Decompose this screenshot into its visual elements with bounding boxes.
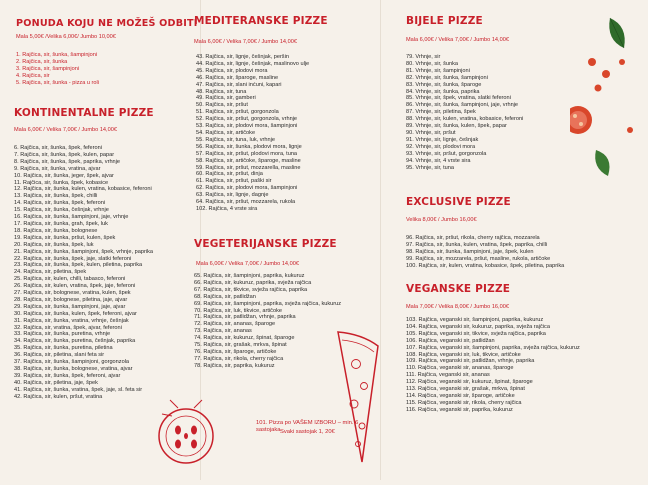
list-item: 97. Rajčica, sir, šunka, kulen, vratina, špek, paprika, chilli [406, 241, 548, 248]
mediteranske-price: Mala 6,00€ / Velika 7,00€ / Jumbo 14,00€ [194, 39, 297, 45]
list-item: 61. Rajčica, sir, pršut, paški sir [196, 178, 272, 185]
list-item: 48. Rajčica, sir, tuna [196, 88, 247, 95]
list-item: 88. Vrhnje, sir, kulen, vratina, kobasice, feferoni [406, 116, 524, 123]
list-item: 112. Rajčica, veganski sir, kukuruz, špinat, šparoge [406, 379, 533, 386]
list-item: 76. Rajčica, sir, šparoge, artičoke [194, 348, 277, 355]
list-item: 85. Vrhnje, sir, špek, vratina, slatki feferoni [406, 95, 511, 102]
vegetarijanske-title: VEGETERIJANSKE PIZZE [194, 238, 337, 250]
list-item: 34. Rajčica, sir, šunka, puretina, češnjak, paprika [14, 338, 136, 345]
pizza-slice-icon [332, 328, 380, 466]
list-item: 18. Rajčica, sir, šunka, bolognese [14, 227, 98, 234]
list-item: 64. Rajčica, sir, pršut, mozzarela, rukola [196, 199, 296, 206]
vegetarijanske-price: Mala 6,00€ / Velika 7,00€ / Jumbo 14,00€ [196, 261, 299, 267]
list-item: 86. Vrhnje, sir, šunka, šampinjoni, jaje, vrhnje [406, 102, 519, 109]
veganske-list [406, 317, 580, 414]
list-item: 75. Rajčica, sir, grašak, mrkva, špinat [194, 342, 287, 349]
list-item: 66. Rajčica, sir, kukuruz, paprika, svježa rajčica [194, 279, 312, 286]
list-item: 51. Rajčica, sir, pršut, gorgonzola [196, 109, 279, 116]
list-item: 41. Rajčica, sir, šunka, vratina, špek, jaje, sl. feta sir [14, 386, 143, 393]
list-item: 81. Vrhnje, sir, šampinjoni [406, 67, 470, 74]
list-item: 73. Rajčica, sir, ananas [194, 328, 252, 335]
list-item: 109. Rajčica, veganski sir, patlidžan, vrhnje, paprika [406, 358, 535, 365]
list-item: 98. Rajčica, sir, šunka, šampinjoni, jaje, špek, kulen [406, 248, 534, 255]
custom-pizza-note: 101. Pizza po VAŠEM IZBORU – min. 6 sastojaka [256, 420, 359, 433]
list-item: 60. Rajčica, sir, pršut, dinja [196, 171, 263, 178]
list-item: 57. Rajčica, sir, pršut, plodovi mora, tuna [196, 150, 298, 157]
list-item: 31. Rajčica, sir, šunka, vratina, vrhnje, češnjak [14, 317, 129, 324]
list-item: 95. Vrhnje, sir, tuna [406, 164, 454, 171]
list-item: 53. Rajčica, sir, plodovi mora, šampinjoni [196, 123, 298, 130]
veganske-title: VEGANSKE PIZZE [406, 283, 511, 295]
list-item: 99. Rajčica, sir, mozzarela, pršut, masline, rukola, artičoke [406, 255, 551, 262]
list-item: 29. Rajčica, sir, šunka, šampinjoni, jaje, ajvar [14, 303, 126, 310]
list-item: 59. Rajčica, sir, pršut, mozzarella, masline [196, 164, 301, 171]
list-item: 65. Rajčica, sir, šampinjoni, paprika, kukuruz [194, 273, 305, 279]
exclusive-list [406, 235, 564, 270]
list-item: 16. Rajčica, sir, šunka, šampinjoni, jaje, vrhnje [14, 214, 129, 221]
bijele-price: Mala 6,00€ / Velika 7,00€ / Jumbo 14,00€ [406, 37, 509, 43]
list-item: 103. Rajčica, veganski sir, šampinjoni, paprika, kukuruz [406, 317, 544, 323]
bijele-title: BIJELE PIZZE [406, 15, 483, 27]
list-item: 93. Vrhnje, sir, pršut, gorgonzola [406, 150, 487, 157]
list-item: 46. Rajčica, sir, šparoge, masline [196, 74, 279, 81]
list-item: 70. Rajčica, sir, luk, tikvice, artičoke [194, 307, 282, 314]
list-item: 9. Rajčica, sir, šunka, vratina, ajvar [14, 165, 101, 172]
list-item: 22. Rajčica, sir, šunka, špek, jaje, slatki feferoni [14, 255, 132, 262]
list-item: 111. Rajčica, veganski sir, ananas [406, 372, 490, 379]
list-item: 45. Rajčica, sir, plodovi mora [196, 67, 268, 74]
list-item: 49. Rajčica, sir, gamberi [196, 95, 256, 102]
veganske-price: Mala 7,00€ / Velika 8,00€ / Jumbo 16,00€ [406, 304, 509, 310]
list-item: 102. Rajčica, 4 vrste sira [196, 205, 258, 212]
list-item: 77. Rajčica, sir, rikola, cherry rajčica [194, 355, 284, 362]
list-item: 50. Rajčica, sir, pršut [196, 102, 248, 109]
list-item: 100. Rajčica, sir, kulen, vratina, kobasice, špek, piletina, paprika [406, 262, 565, 269]
list-item: 106. Rajčica, veganski sir, patlidžan [406, 337, 495, 344]
list-item: 90. Vrhnje, sir, pršut [406, 129, 456, 136]
list-item: 20. Rajčica, sir, šunka, špek, luk [14, 241, 94, 248]
list-item: 14. Rajčica, sir, šunka, špek, feferoni [14, 200, 106, 207]
list-item: 25. Rajčica, sir, kulen, chilli, tabasco, feferoni [14, 276, 126, 283]
list-item: 58. Rajčica, sir, artičoke, šparoge, masline [196, 157, 301, 164]
list-item: 83. Vrhnje, sir, šunka, šparoge [406, 81, 482, 88]
list-item: 78. Rajčica, sir, paprika, kukuruz [194, 362, 275, 369]
list-item: 54. Rajčica, sir, artičoke [196, 129, 256, 136]
list-item: 36. Rajčica, sir, piletina, slani feta sir [14, 352, 105, 359]
list-item: 5. Rajčica, sir, šunka - pizza u roli [16, 79, 100, 86]
list-item: 67. Rajčica, sir, tikvice, svježa rajčica, paprika [194, 286, 308, 293]
list-item: 69. Rajčica, sir, šampinjoni, paprika, svježa rajčica, kukuruz [194, 300, 342, 307]
list-item: 115. Rajčica, veganski sir, rikola, cherry rajčica [406, 399, 522, 406]
list-item: 113. Rajčica, veganski sir, grašak, mrkva, špinat [406, 386, 525, 393]
list-item: 3. Rajčica, sir, šampinjoni [16, 65, 80, 72]
list-item: 116. Rajčica, veganski sir, paprika, kukuruz [406, 406, 513, 413]
list-item: 17. Rajčica, sir, šunka, grah, špek, luk [14, 220, 108, 227]
list-item: 19. Rajčica, sir, šunka, pršut, kulen, špek [14, 234, 116, 241]
list-item: 1. Rajčica, sir, šunka, šampinjoni [16, 52, 98, 58]
list-item: 24. Rajčica, sir, piletina, špek [14, 269, 87, 276]
list-item: 96. Rajčica, sir, pršut, rikola, cherry rajčica, mozzarela [406, 235, 540, 241]
kontinentalne-list [14, 145, 153, 401]
list-item: 21. Rajčica, sir, šunka, šampinjoni, špek, vrhnje, paprika [14, 248, 153, 255]
list-item: 10. Rajčica, sir, šunka, jeger, špek, ajvar [14, 172, 114, 179]
list-item: 79. Vrhnje, sir [406, 54, 441, 60]
column-right [380, 0, 580, 480]
list-item: 39. Rajčica, sir, šunka, špek, feferoni, ajvar [14, 372, 121, 379]
basil-leaf-icon [609, 18, 624, 48]
list-item: 7. Rajčica, sir, šunka, špek, kulen, papar [14, 151, 115, 158]
list-item: 63. Rajčica, sir, lignje, dagnje [196, 192, 269, 199]
list-item: 108. Rajčica, veganski sir, luk, tikvice, artičoke [406, 351, 521, 358]
list-item: 74. Rajčica, sir, kukuruz, špinat, šparoge [194, 335, 295, 342]
list-item: 91. Vrhnje, sir, lignje, češnjak [406, 136, 479, 143]
list-item: 68. Rajčica, sir, patlidžan [194, 293, 256, 300]
list-item: 30. Rajčica, sir, šunka, kulen, špek, feferoni, ajvar [14, 310, 137, 317]
list-item: 15. Rajčica, sir, šunka, češnjak, vrhnje [14, 207, 109, 214]
tomato-icon [148, 386, 222, 470]
list-item: 8. Rajčica, sir, šunka, špek, paprika, vrhnje [14, 158, 121, 165]
list-item: 44. Rajčica, sir, lignje, češnjak, maslinovo ulje [196, 60, 310, 67]
list-item: 33. Rajčica, sir, šunka, puretina, vrhnje [14, 331, 111, 338]
list-item: 27. Rajčica, sir, bolognese, vratina, kulen, špek [14, 290, 131, 297]
list-item: 43. Rajčica, sir, lignje, češnjak, peršin [196, 54, 289, 60]
list-item: 94. Vrhnje, sir, 4 vrste sira [406, 157, 471, 164]
tomato-icon [570, 106, 592, 134]
decoration-panel [570, 0, 648, 480]
kontinentalne-title: KONTINENTALNE PIZZE [14, 107, 154, 119]
list-item: 110. Rajčica, veganski sir, ananas, šparoge [406, 365, 514, 372]
list-item: 80. Vrhnje, sir, šunka [406, 60, 459, 67]
list-item: 37. Rajčica, sir, šunka, šampinjoni, gorgonzola [14, 359, 130, 366]
list-item: 47. Rajčica, sir, slani inćuni, kapari [196, 81, 282, 88]
exclusive-price: Velika 8,00€ / Jumbo 16,00€ [406, 217, 477, 223]
list-item: 56. Rajčica, sir, šunka, plodovi mora, lignje [196, 143, 302, 150]
list-item: 32. Rajčica, sir, vratina, špek, ajvar, feferoni [14, 324, 122, 331]
ponuda-title: PONUDA KOJU NE MOŽEŠ ODBITI [16, 18, 198, 29]
list-item: 71. Rajčica, sir, patlidžan, vrhnje, paprika [194, 314, 296, 321]
list-item: 62. Rajčica, sir, plodovi mora, šampinjoni [196, 185, 298, 192]
list-item: 35. Rajčica, sir, šunka, puretina, piletina [14, 345, 113, 352]
list-item: 42. Rajčica, sir, kulen, pršut, vratina [14, 393, 103, 400]
mediteranske-title: MEDITERANSKE PIZZE [194, 15, 328, 27]
list-item: 84. Vrhnje, sir, šunka, paprika [406, 88, 480, 95]
list-item: 89. Vrhnje, sir, šunka, kulen, špek, papar [406, 123, 507, 130]
exclusive-title: EXCLUSIVE PIZZE [406, 196, 511, 208]
ingredient-price-note: Svaki sastojak 1, 20€ [280, 429, 335, 435]
list-item: 12. Rajčica, sir, šunka, kulen, vratina, kobasice, feferoni [14, 186, 152, 193]
list-item: 38. Rajčica, sir, šunka, bolognese, vratina, ajvar [14, 366, 133, 372]
kontinentalne-price: Mala 6,00€ / Velika 7,00€ / Jumbo 14,00€ [14, 127, 117, 133]
list-item: 107. Rajčica, veganski sir, šampinjoni, paprika, svježa rajčica, kukuruz [406, 344, 580, 351]
cherry-tomato-icon [627, 127, 633, 133]
list-item: 26. Rajčica, sir, kulen, vratina, špek, jaje, feferoni [14, 283, 136, 290]
vegetarijanske-list [194, 273, 341, 370]
column-middle [194, 0, 380, 480]
list-item: 11. Rajčica, sir, šunka, špek, kobasice [14, 179, 109, 186]
list-item: 82. Vrhnje, sir, šunka, šampinjoni [406, 74, 488, 81]
list-item: 2. Rajčica, sir, šunka [16, 58, 68, 65]
basil-leaf-icon [595, 150, 609, 176]
bijele-list [406, 54, 523, 171]
list-item: 87. Vrhnje, sir, piletina, špek [406, 109, 476, 116]
list-item: 105. Rajčica, veganski sir, tikvice, svježa rajčica, paprika [406, 330, 546, 337]
list-item: 13. Rajčica, sir, šunka, špek, chilli [14, 193, 98, 200]
list-item: 23. Rajčica, sir, šunka, špek, kulen, piletina, paprika [14, 262, 143, 269]
list-item: 28. Rajčica, sir, bolognese, piletina, jaje, ajvar [14, 296, 128, 303]
ponuda-price: Mala 5,00€ /Velika 6,00€/ Jumbo 10,00€ [16, 34, 116, 40]
list-item: 92. Vrhnje, sir, plodovi mora [406, 143, 476, 150]
list-item: 114. Rajčica, veganski sir, šparoge, artičoke [406, 392, 515, 399]
list-item: 55. Rajčica, sir, tuna, luk, vrhnje [196, 136, 275, 143]
list-item: 40. Rajčica, sir, piletina, jaje, špek [14, 379, 98, 386]
list-item: 104. Rajčica, veganski sir, kukuruz, paprika, svježa rajčica [406, 323, 550, 330]
list-item: 52. Rajčica, sir, pršut, gorgonzola, vrhnje [196, 116, 298, 123]
list-item: 72. Rajčica, sir, ananas, šparoge [194, 321, 276, 328]
list-item: 6. Rajčica, sir, šunka, špek, feferoni [14, 145, 102, 151]
cherry-tomato-icon [588, 58, 625, 92]
decorations [570, 0, 648, 480]
ponuda-list [16, 52, 99, 87]
list-item: 4. Rajčica, sir [16, 72, 50, 79]
mediteranske-list [196, 54, 309, 213]
